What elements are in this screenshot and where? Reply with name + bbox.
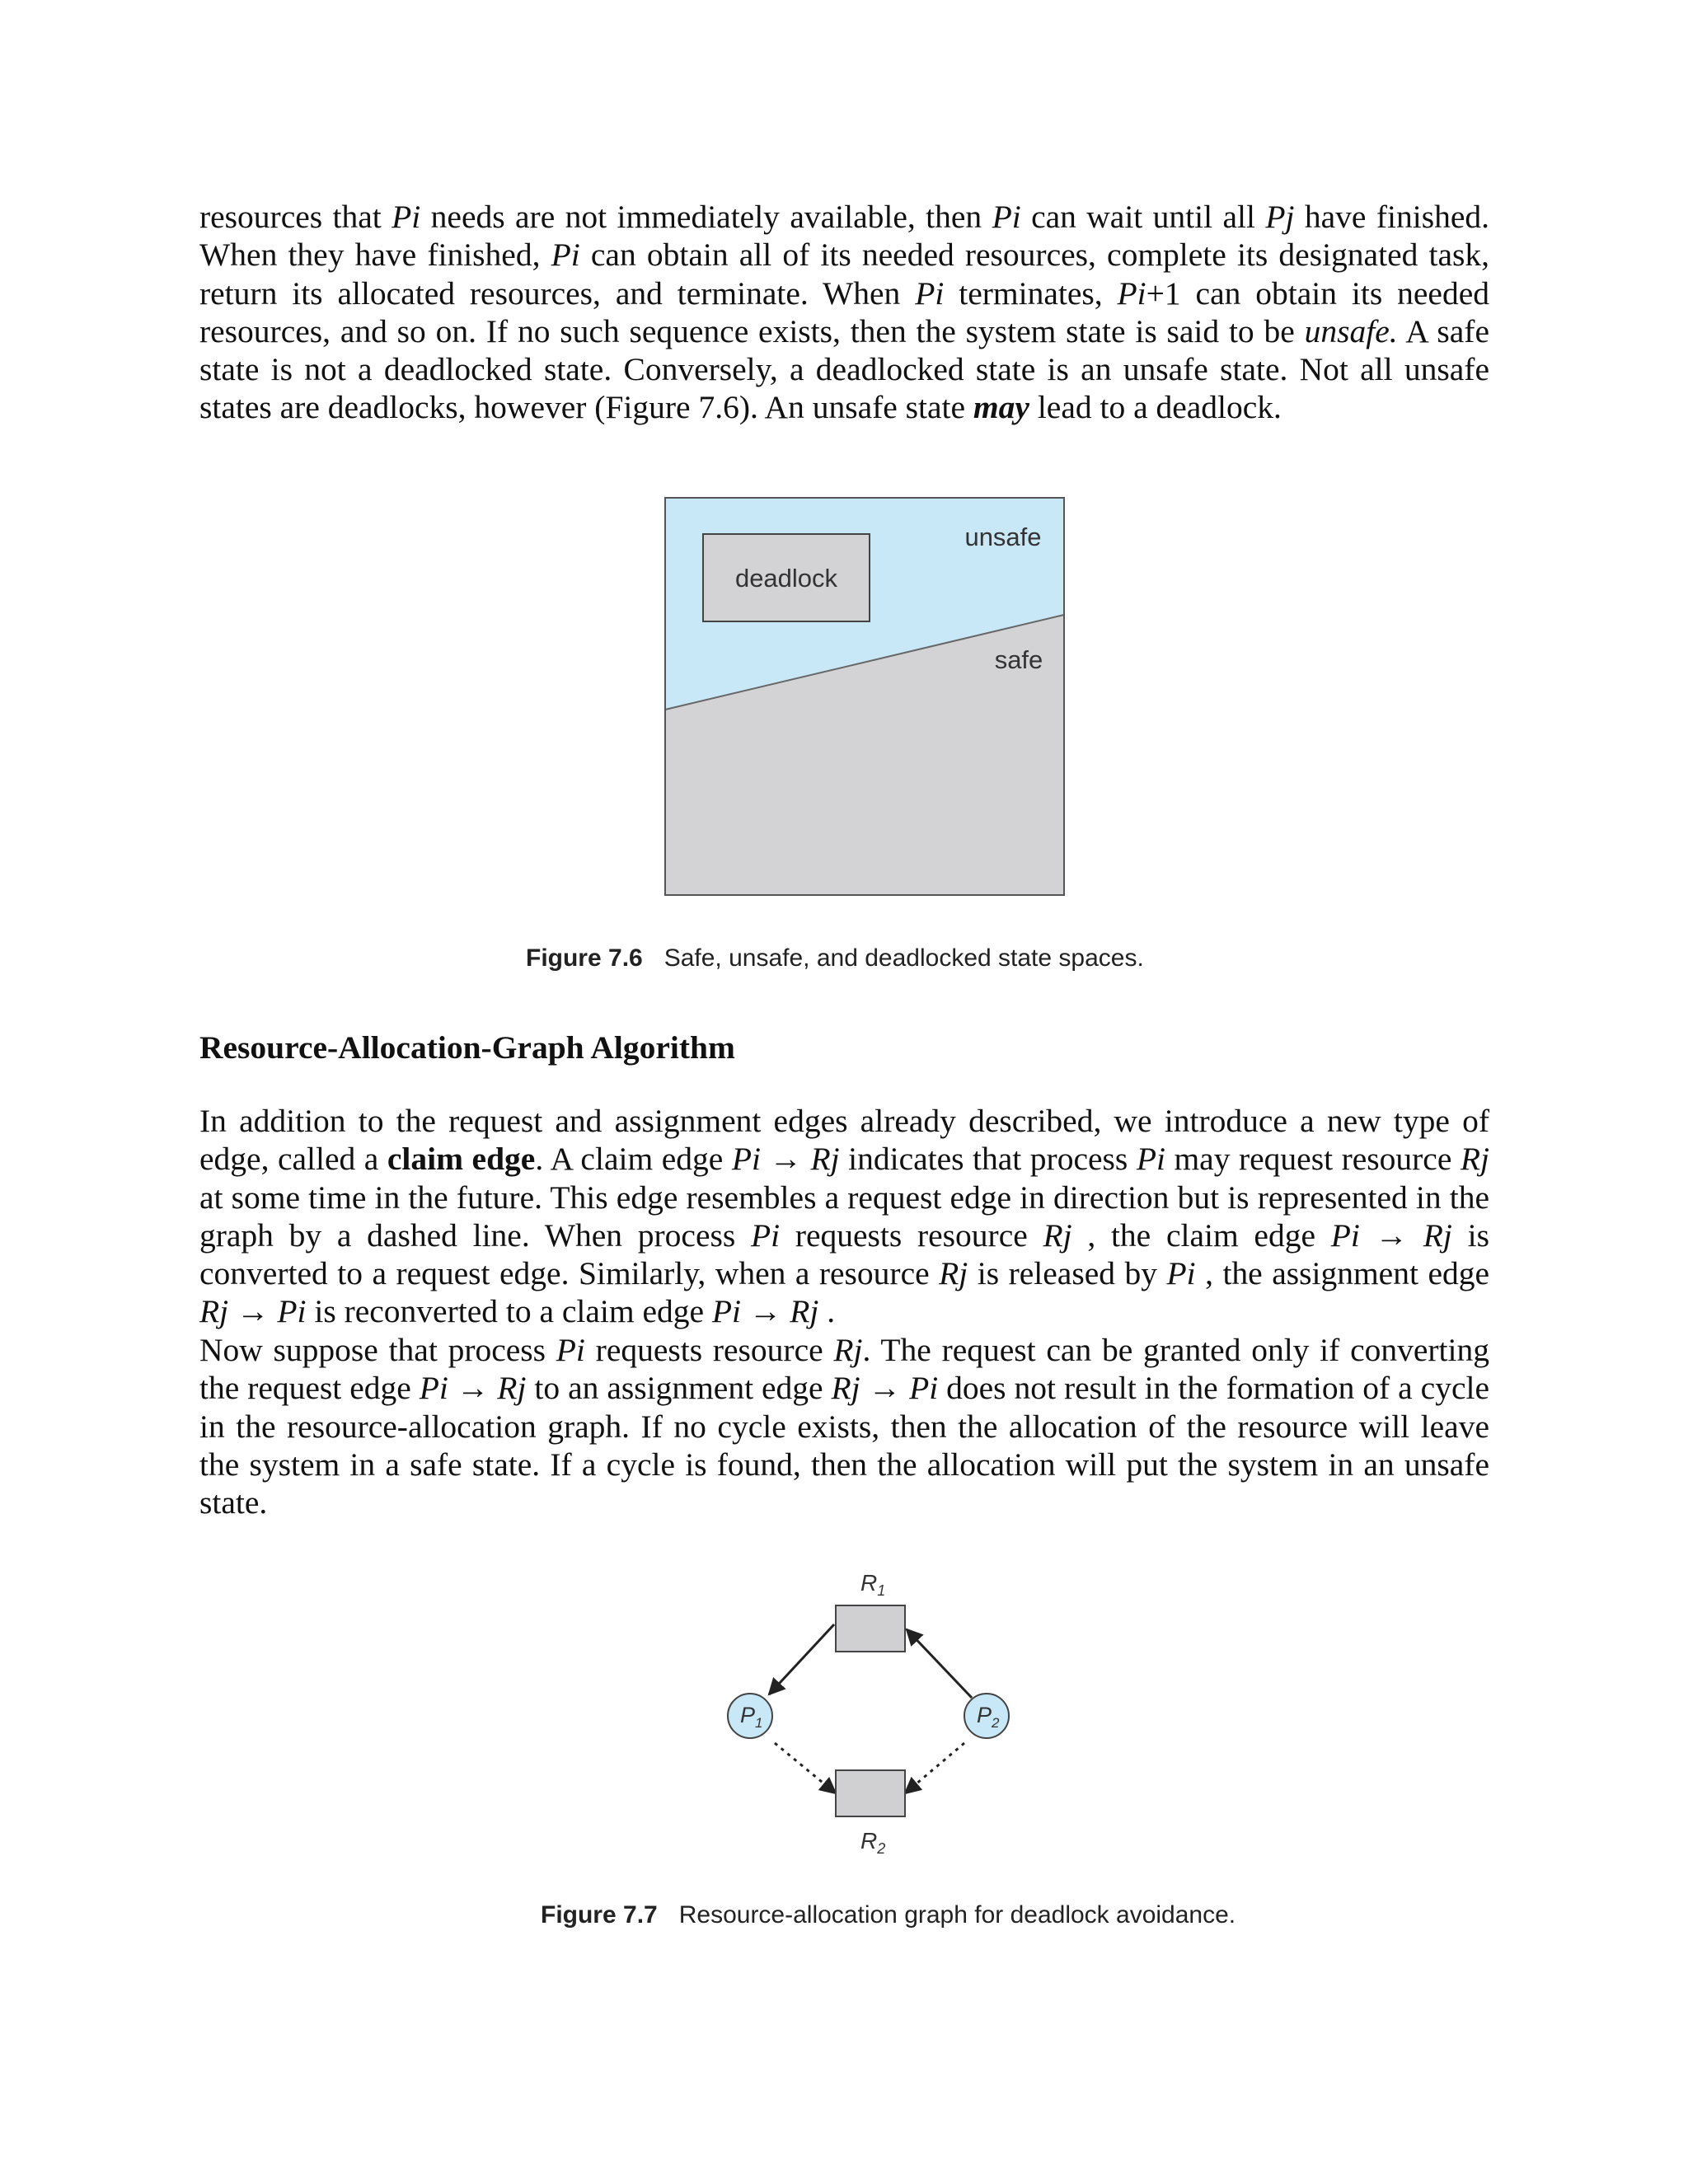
figure-7-6-number: Figure 7.6: [526, 944, 643, 972]
figure-7-7-caption-text: Resource-allocation graph for deadlock avoidance.: [678, 1901, 1236, 1929]
paragraph-1: resources that Pi needs are not immediately available, then Pi can wait until all Pj have finished. When they have finished, Pi can obtain all of its needed resources, complete its designated task, return its allocated resources, and terminate. When Pi terminates, Pi+1 can obtain its needed resources, and so on. If no such sequence exists, then the system state is said to be unsafe. A safe state is not a deadlocked state. Conversely, a deadlocked state is an unsafe state. Not all unsafe states are deadlocks, however (Figure 7.6). An unsafe state may lead to a deadlock.: [199, 199, 1490, 426]
figure-7-6-caption-text: Safe, unsafe, and deadlocked state spaces.: [663, 944, 1144, 972]
resource-r2-label: $R_2$: [860, 1828, 886, 1857]
resource-r2: [836, 1770, 905, 1816]
resource-r1: [836, 1605, 905, 1652]
claim-edge-p1-to-r2: [775, 1743, 836, 1793]
figure-7-7-caption: [541, 1901, 1236, 1929]
edge-p2-to-r1: [907, 1629, 972, 1698]
figure-7-6-caption: [526, 944, 1144, 972]
unsafe-label: unsafe: [964, 523, 1042, 551]
paragraph-3: Now suppose that process Pi requests resource Rj. The request can be granted only if converting the request edge Pi → Rj to an assignment edge Rj → Pi does not result in the formation of a cycle in the resource-allocation graph. If no cycle exists, then the allocation of the resource will leave the system in a safe state. If a cycle is found, then the allocation will put the system in an unsafe state.: [199, 1332, 1489, 1521]
claim-edge-p2-to-r2: [905, 1743, 964, 1793]
edge-r1-to-p1: [769, 1624, 834, 1694]
process-p1-label: $P_1$: [740, 1703, 763, 1731]
section-heading: Resource-Allocation-Graph Algorithm: [199, 1029, 735, 1066]
figure-7-7-diagram: [717, 1564, 1014, 1863]
resource-r1-label: $R_1$: [860, 1570, 886, 1599]
figure-7-6-diagram: [664, 497, 1065, 896]
paragraph-2: In addition to the request and assignment edges already described, we introduce a new type of edge, called a claim edge. A claim edge Pi → Rj indicates that process Pi may request resource Rj at some time in the future. This edge resembles a request edge in direction but is represented in the graph by a dashed line. When process Pi requests resource Rj , the claim edge Pi → Rj is converted to a request edge. Similarly, when a resource Rj is released by Pi , the assignment edge Rj → Pi is reconverted to a claim edge Pi → Rj .: [199, 1103, 1490, 1330]
deadlock-label: deadlock: [734, 564, 838, 593]
process-p2-label: $P_2$: [977, 1703, 1000, 1731]
figure-7-7-number: Figure 7.7: [541, 1901, 658, 1929]
safe-label: safe: [994, 645, 1043, 674]
